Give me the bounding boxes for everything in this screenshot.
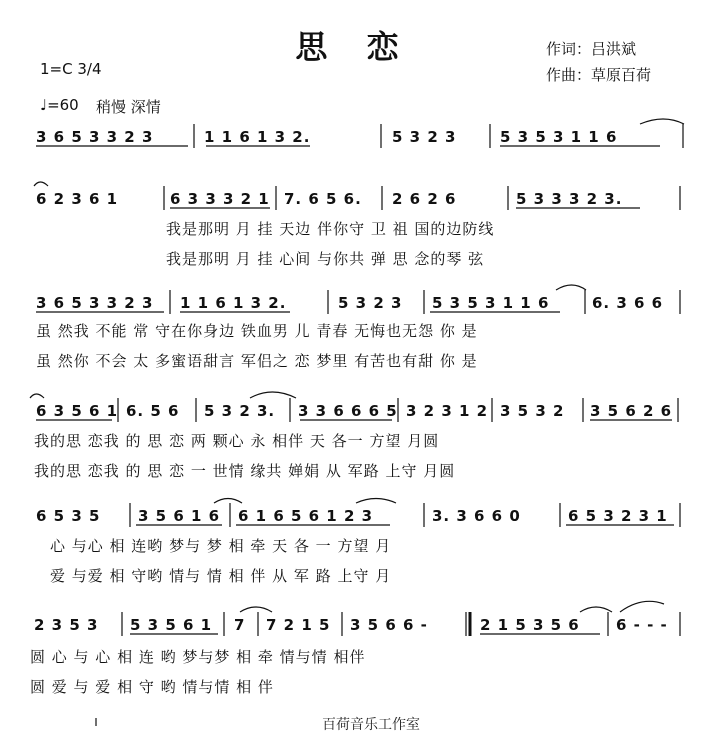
expression-marking: 稍慢 深情 [96,98,161,116]
notes-row-4-bar-1: 6 3 5 6 1 [36,402,119,420]
key-signature: 1=C 3/4 [40,60,102,78]
notes-row-6-bar-2: 5 3 5 6 1 [130,616,213,634]
tempo-marking: ♩=60 [40,96,79,114]
studio-credit: 百荷音乐工作室 [322,717,420,733]
notes-row-2-bar-2: 6 3 3 3 2 1 [170,190,270,208]
notes-row-5-bar-3: 6 1 6 5 6 1 2 3 [238,507,374,525]
notes-row-3-bar-3: 5 3 2 3 [338,294,403,312]
lyrics-row-3-verse-1: 虽 然我 不能 常 守在你身边 铁血男 儿 青春 无悔也无怨 你 是 [36,322,478,340]
notes-row-1-bar-2: 1 1 6 1 3 2. [204,128,311,146]
notes-row-2-bar-4: 2 6 2 6 [392,190,457,208]
notes-row-1-bar-4: 5 3 5 3 1 1 6 [500,128,618,146]
lyrics-row-4-verse-2: 我的思 恋我 的 思 恋 一 世情 缘共 婵娟 从 军路 上守 月圆 [34,462,456,480]
notes-row-6-bar-4: 7 2 1 5 [266,616,331,634]
lyrics-row-3-verse-2: 虽 然你 不会 太 多蜜语甜言 军侣之 恋 梦里 有苦也有甜 你 是 [36,352,478,370]
notes-row-3-bar-1: 3 6 5 3 3 2 3 [36,294,154,312]
song-title: 思 恋 [295,28,413,66]
notes-row-4-bar-2: 6. 5 6 [126,402,180,420]
notes-row-3-bar-4: 5 3 5 3 1 1 6 [432,294,550,312]
lyrics-row-2-verse-2: 我是那明 月 挂 心间 与你共 弹 思 念的琴 弦 [166,250,485,268]
notes-row-4-bar-5: 3 2 3 1 2 [406,402,489,420]
lyrics-row-5-verse-2: 爱 与爱 相 守哟 情与 情 相 伴 从 军 路 上守 月 [50,567,392,585]
notes-row-1-bar-1: 3 6 5 3 3 2 3 [36,128,154,146]
lyrics-row-6-verse-1: 圆 心 与 心 相 连 哟 梦与梦 相 牵 情与情 相伴 [30,648,366,666]
notes-row-4-bar-7: 3 5 6 2 6 [590,402,673,420]
notes-row-5-bar-2: 3 5 6 1 6 [138,507,221,525]
notes-row-2-bar-3: 7. 6 5 6. [284,190,362,208]
notes-row-5-bar-5: 6 5 3 2 3 1 [568,507,668,525]
notes-row-5-bar-4: 3. 3 6 6 0 [432,507,521,525]
notes-row-6-bar-6: 2 1 5 3 5 6 [480,616,580,634]
composer-credit: 作曲：草原百荷 [546,66,652,84]
notes-row-4-bar-4: 3 3 6 6 6 5 [298,402,398,420]
notes-row-1-bar-3: 5 3 2 3 [392,128,457,146]
notes-row-4-bar-6: 3 5 3 2 [500,402,565,420]
lyrics-row-4-verse-1: 我的思 恋我 的 思 恋 两 颗心 永 相伴 天 各一 方望 月圆 [34,432,440,450]
notes-row-6-bar-7: 6 - - - [616,616,668,634]
notes-row-3-bar-5: 6. 3 6 6 [592,294,664,312]
lyrics-row-2-verse-1: 我是那明 月 挂 天边 伴你守 卫 祖 国的边防线 [166,220,495,238]
notes-row-5-bar-1: 6 5 3 5 [36,507,101,525]
notes-row-6-bar-1: 2 3 5 3 [34,616,99,634]
notes-row-4-bar-3: 5 3 2 3. [204,402,276,420]
lyrics-row-5-verse-1: 心 与心 相 连哟 梦与 梦 相 牵 天 各 一 方望 月 [50,537,392,555]
lyrics-row-6-verse-2: 圆 爱 与 爱 相 守 哟 情与情 相 伴 [30,678,274,696]
notes-row-3-bar-2: 1 1 6 1 3 2. [180,294,287,312]
notes-row-6-bar-5: 3 5 6 6 - [350,616,428,634]
lyricist-credit: 作词：吕洪斌 [546,40,637,58]
notes-row-2-bar-1: 6 2 3 6 1 [36,190,119,208]
notes-row-2-bar-5: 5 3 3 3 2 3. [516,190,623,208]
notes-row-6-bar-3: 7 [234,616,246,634]
